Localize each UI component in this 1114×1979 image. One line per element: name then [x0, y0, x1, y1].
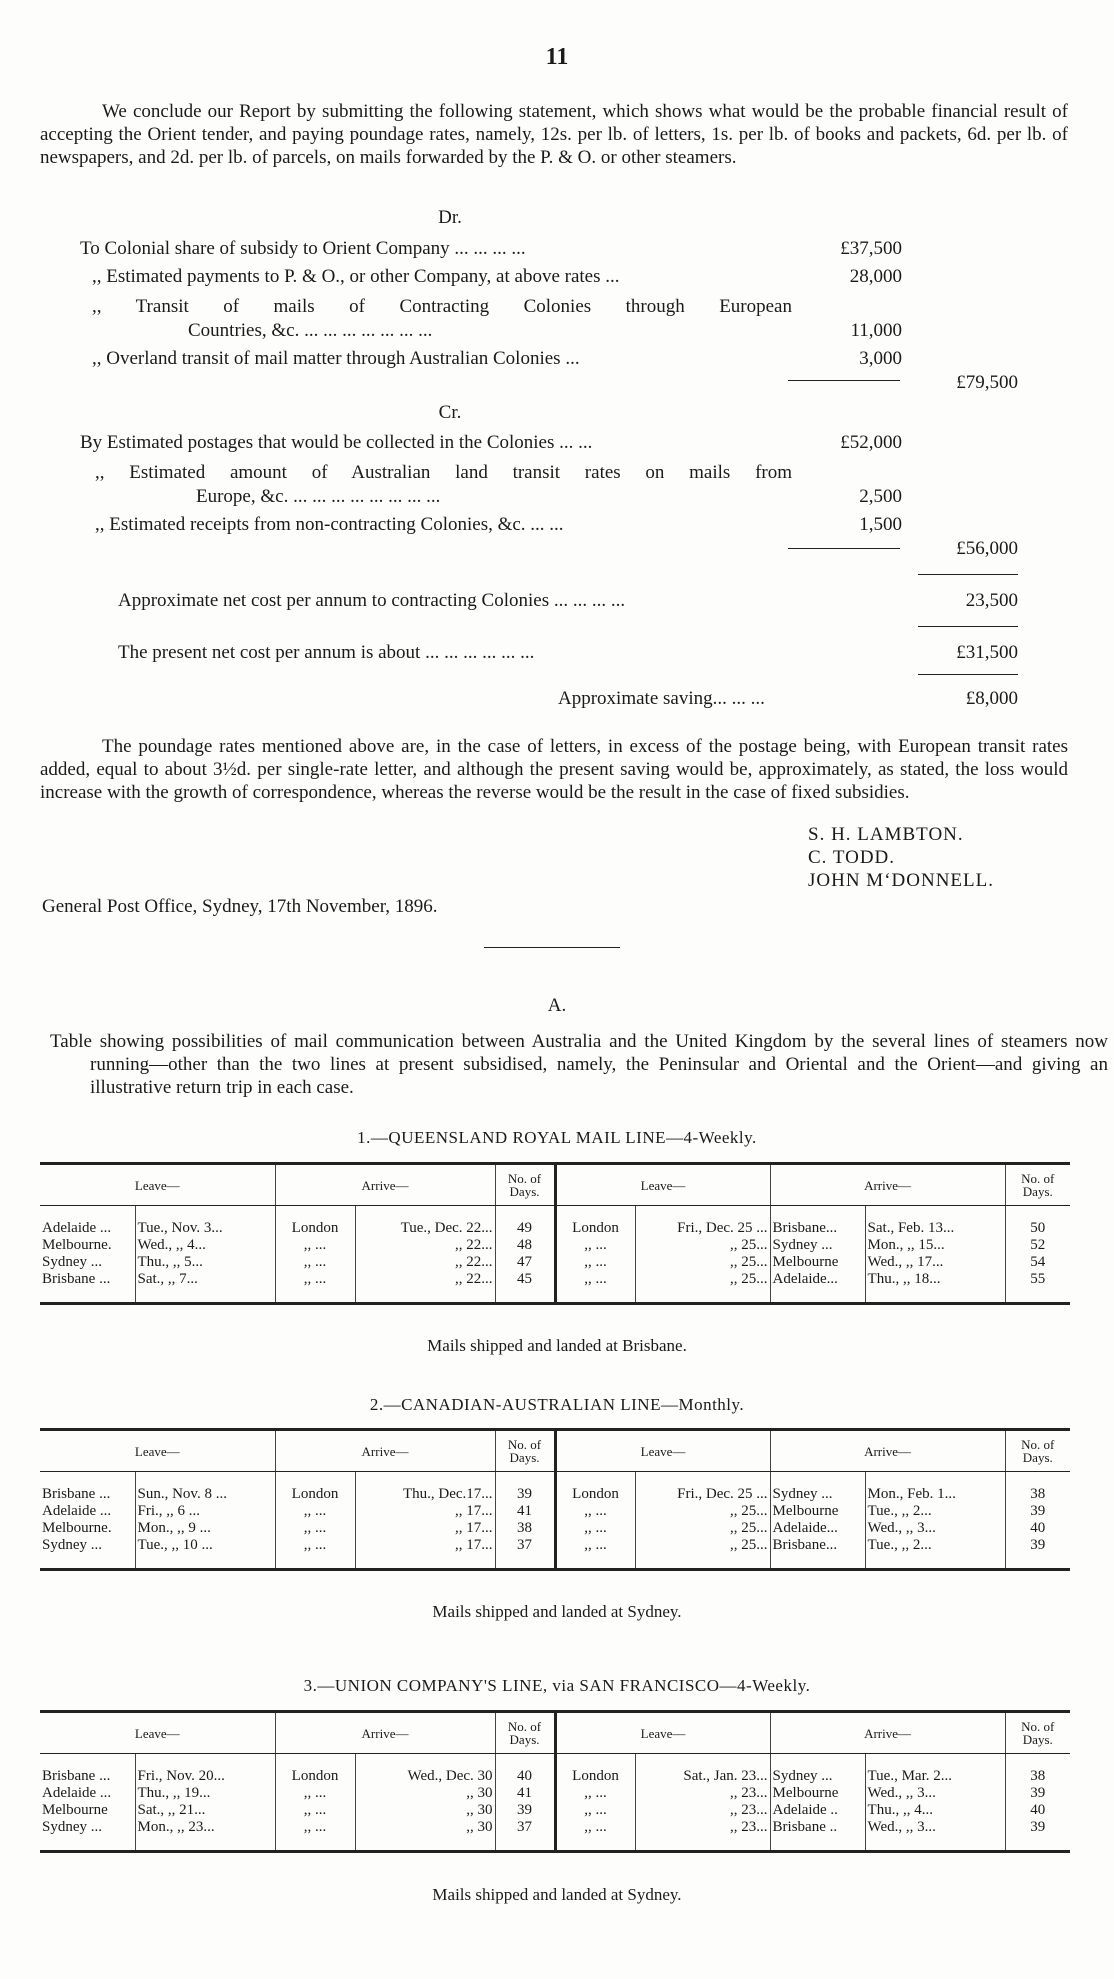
table-cell: ,, ... [275, 1520, 355, 1537]
summary-line: Approximate saving... ... ... [558, 688, 765, 709]
table-cell: London [275, 1220, 355, 1237]
header-arrive: Arrive— [275, 1164, 495, 1206]
table-cell: ,, ... [275, 1802, 355, 1819]
table-cell: ,, ... [555, 1785, 635, 1802]
header-days: No. of Days. [495, 1164, 555, 1206]
table-cell: Wed., ,, 3... [865, 1819, 1005, 1836]
table-cell: 37 [495, 1537, 555, 1554]
table-row [40, 1271, 1070, 1288]
header-arrive: Arrive— [275, 1430, 495, 1472]
credit-amount: £52,000 [840, 432, 902, 453]
mail-table-3 [40, 1710, 1070, 1853]
table-cell: Mon., Feb. 1... [865, 1486, 1005, 1503]
table-cell: Wed., ,, 3... [865, 1520, 1005, 1537]
table-cell: Adelaide... [770, 1520, 865, 1537]
debit-line: ,, Estimated payments to P. & O., or other Company, at above rates ... [92, 266, 620, 287]
table-cell: Melbourne [40, 1802, 135, 1819]
header-days: No. of Days. [1005, 1712, 1070, 1754]
table-cell: ,, 17... [355, 1520, 495, 1537]
table-cell: 47 [495, 1254, 555, 1271]
table-cell: Sat., ,, 7... [135, 1271, 275, 1288]
table-cell: Tue., ,, 10 ... [135, 1537, 275, 1554]
table-cell: Tue., Dec. 22... [355, 1220, 495, 1237]
table-cell: ,, 17... [355, 1503, 495, 1520]
credit-line: ,, Estimated receipts from non-contracting Colonies, &c. ... ... [95, 514, 564, 535]
table-row [40, 1768, 1070, 1785]
table-cell: ,, 30 [355, 1785, 495, 1802]
table-cell: Wed., Dec. 30 [355, 1768, 495, 1785]
header-leave: Leave— [40, 1164, 275, 1206]
signatory: JOHN M‘DONNELL. [808, 870, 994, 891]
table-cell: ,, ... [555, 1237, 635, 1254]
table-cell: Sun., Nov. 8 ... [135, 1486, 275, 1503]
table-title: 1.—QUEENSLAND ROYAL MAIL LINE—4-Weekly. [357, 1128, 757, 1147]
header-leave: Leave— [555, 1712, 770, 1754]
appendix-intro: Table showing possibilities of mail communication between Australia and the United Kingdom by the several lines of steamers now running—other than the two lines at present subsidised, namely, the Peninsular and Oriental and the Orient—and giving an illustrative return trip in each case. [50, 1031, 1108, 1098]
table-cell: Melbourne [770, 1503, 865, 1520]
table-cell: Tue., Nov. 3... [135, 1220, 275, 1237]
table-cell: Sat., ,, 21... [135, 1802, 275, 1819]
table-cell: Sydney ... [770, 1486, 865, 1503]
table-cell: ,, 17... [355, 1537, 495, 1554]
table-cell: ,, ... [555, 1537, 635, 1554]
table-cell: ,, ... [275, 1503, 355, 1520]
table-cell: Adelaide ... [40, 1220, 135, 1237]
table-cell: 39 [1030, 1819, 1046, 1835]
table-row [40, 1819, 1070, 1836]
header-leave: Leave— [555, 1164, 770, 1206]
table-caption: Mails shipped and landed at Sydney. [432, 1885, 682, 1904]
table-row [40, 1220, 1070, 1237]
table-cell: Sydney ... [770, 1768, 865, 1785]
table-cell: ,, ... [555, 1819, 635, 1836]
table-cell: Fri., Dec. 25 ... [635, 1220, 770, 1237]
header-days: No. of Days. [1005, 1164, 1070, 1206]
table-cell: Melbourne. [40, 1237, 135, 1254]
table-cell: Thu., ,, 5... [135, 1254, 275, 1271]
table-row [40, 1254, 1070, 1271]
header-arrive: Arrive— [275, 1712, 495, 1754]
table-cell: ,, 25... [635, 1503, 770, 1520]
table-cell: Tue., ,, 2... [865, 1537, 1005, 1554]
table-row [40, 1785, 1070, 1802]
table-cell: Fri., Nov. 20... [135, 1768, 275, 1785]
table-cell: Mon., ,, 15... [865, 1237, 1005, 1254]
debit-amount: 11,000 [850, 320, 902, 341]
summary-amount: 23,500 [965, 590, 1018, 611]
table-row [40, 1537, 1070, 1554]
total-rule [918, 574, 1018, 575]
table-cell: ,, ... [555, 1802, 635, 1819]
table-cell: 41 [495, 1503, 555, 1520]
table-cell: 39 [495, 1486, 555, 1503]
table-cell: ,, ... [275, 1537, 355, 1554]
table-cell: Melbourne [770, 1254, 865, 1271]
credit-total: £56,000 [956, 538, 1018, 559]
table-cell: London [555, 1768, 635, 1785]
page-number: 11 [545, 44, 569, 70]
table-cell: Wed., ,, 17... [865, 1254, 1005, 1271]
subtotal-rule [788, 548, 900, 549]
table-cell: 39 [1030, 1503, 1046, 1519]
table-cell: 40 [1030, 1802, 1046, 1818]
table-cell: Wed., ,, 3... [865, 1785, 1005, 1802]
table-cell: ,, 23... [635, 1802, 770, 1819]
table-cell: 39 [1030, 1537, 1046, 1553]
debit-total: £79,500 [956, 372, 1018, 393]
summary-amount: £8,000 [965, 688, 1018, 709]
table-title: 2.—CANADIAN-AUSTRALIAN LINE—Monthly. [369, 1395, 745, 1414]
credit-heading: Cr. [438, 402, 462, 423]
table-cell: 50 [1030, 1220, 1046, 1236]
debit-amount: £37,500 [840, 238, 902, 259]
table-cell: 49 [495, 1220, 555, 1237]
mail-table-1 [40, 1162, 1070, 1305]
table-cell: Adelaide ... [40, 1503, 135, 1520]
table-cell: ,, ... [275, 1271, 355, 1288]
table-cell: London [555, 1486, 635, 1503]
intro-paragraph: We conclude our Report by submitting the following statement, which shows what would be the probable financial result of accepting the Orient tender, and paying poundage rates, namely, 12s. per lb. of letters, 1s. per lb. of books and packets, 6d. per lb. of newspapers, and 2d. per lb. of parcels, on mails forwarded by the P. & O. or other steamers. [40, 101, 1068, 168]
table-cell: 38 [1030, 1768, 1046, 1784]
table-cell: 39 [495, 1802, 555, 1819]
credit-line: ,, Estimated amount of Australian land transit rates on mails from [95, 462, 792, 483]
table-cell: ,, 22... [355, 1254, 495, 1271]
table-cell: 38 [1030, 1486, 1046, 1502]
table-cell: 38 [495, 1520, 555, 1537]
place-date: General Post Office, Sydney, 17th November, 1896. [42, 896, 438, 917]
table-cell: Thu., ,, 18... [865, 1271, 1005, 1288]
table-cell: London [555, 1220, 635, 1237]
summary-line: Approximate net cost per annum to contracting Colonies ... ... ... ... [118, 590, 626, 611]
table-cell: Mon., ,, 9 ... [135, 1520, 275, 1537]
table-cell: ,, ... [275, 1254, 355, 1271]
table-row [40, 1802, 1070, 1819]
header-leave: Leave— [40, 1430, 275, 1472]
debit-line: ,, Overland transit of mail matter through Australian Colonies ... [92, 348, 580, 369]
table-cell: Brisbane... [770, 1220, 865, 1237]
table-cell: ,, 23... [635, 1819, 770, 1836]
mail-table-2 [40, 1428, 1070, 1571]
table-cell: 39 [1030, 1785, 1046, 1801]
table-cell: ,, 30 [355, 1819, 495, 1836]
table-cell: ,, 25... [635, 1271, 770, 1288]
table-cell: London [275, 1768, 355, 1785]
table-cell: 45 [495, 1271, 555, 1288]
table-cell: Thu., ,, 4... [865, 1802, 1005, 1819]
credit-line: By Estimated postages that would be collected in the Colonies ... ... [80, 432, 593, 453]
table-caption: Mails shipped and landed at Brisbane. [427, 1336, 687, 1355]
table-cell: Fri., ,, 6 ... [135, 1503, 275, 1520]
table-cell: ,, 23... [635, 1785, 770, 1802]
table-cell: ,, ... [275, 1237, 355, 1254]
table-cell: Melbourne [770, 1785, 865, 1802]
table-cell: ,, ... [555, 1271, 635, 1288]
table-cell: Brisbane ... [40, 1486, 135, 1503]
table-cell: Sat., Feb. 13... [865, 1220, 1005, 1237]
debit-line: Countries, &c. ... ... ... ... ... ... ... [188, 320, 433, 341]
table-cell: ,, 30 [355, 1802, 495, 1819]
total-rule [918, 626, 1018, 627]
table-cell: Brisbane .. [770, 1819, 865, 1836]
table-cell: Melbourne. [40, 1520, 135, 1537]
table-cell: ,, ... [555, 1520, 635, 1537]
table-cell: Sydney ... [40, 1537, 135, 1554]
debit-line: ,, Transit of mails of Contracting Colonies through European [92, 296, 792, 317]
table-title: 3.—UNION COMPANY'S LINE, via SAN FRANCISCO—4-Weekly. [303, 1676, 811, 1695]
table-cell: 37 [495, 1819, 555, 1836]
table-cell: ,, 22... [355, 1271, 495, 1288]
header-arrive: Arrive— [770, 1164, 1005, 1206]
table-cell: 41 [495, 1785, 555, 1802]
table-row [40, 1503, 1070, 1520]
table-cell: ,, ... [275, 1819, 355, 1836]
table-cell: Thu., Dec.17... [355, 1486, 495, 1503]
table-cell: 48 [495, 1237, 555, 1254]
table-cell: Sydney ... [770, 1237, 865, 1254]
table-cell: Tue., ,, 2... [865, 1503, 1005, 1520]
header-days: No. of Days. [495, 1430, 555, 1472]
credit-amount: 2,500 [859, 486, 902, 507]
table-cell: Sat., Jan. 23... [635, 1768, 770, 1785]
table-cell: ,, ... [275, 1785, 355, 1802]
table-cell: Tue., Mar. 2... [865, 1768, 1005, 1785]
header-leave: Leave— [555, 1430, 770, 1472]
table-cell: 52 [1030, 1237, 1046, 1253]
debit-amount: 3,000 [859, 348, 902, 369]
table-cell: Adelaide... [770, 1271, 865, 1288]
total-rule [918, 674, 1018, 675]
table-cell: Wed., ,, 4... [135, 1237, 275, 1254]
table-row [40, 1486, 1070, 1503]
table-cell: Thu., ,, 19... [135, 1785, 275, 1802]
header-arrive: Arrive— [770, 1712, 1005, 1754]
appendix-letter: A. [547, 995, 567, 1016]
table-cell: Fri., Dec. 25 ... [635, 1486, 770, 1503]
table-cell: London [275, 1486, 355, 1503]
table-cell: ,, ... [555, 1254, 635, 1271]
table-cell: Mon., ,, 23... [135, 1819, 275, 1836]
table-row [40, 1237, 1070, 1254]
signatory: S. H. LAMBTON. [808, 824, 964, 845]
table-cell: Brisbane... [770, 1537, 865, 1554]
debit-amount: 28,000 [849, 266, 902, 287]
signatory: C. TODD. [808, 847, 896, 868]
table-cell: 40 [1030, 1520, 1046, 1536]
table-cell: Sydney ... [40, 1254, 135, 1271]
summary-line: The present net cost per annum is about ... ... ... ... ... ... [118, 642, 535, 663]
closing-paragraph: The poundage rates mentioned above are, in the case of letters, in excess of the postage being, with European transit rates added, equal to about 3½d. per single-rate letter, and although the present saving would be, approximately, as stated, the loss would increase with the growth of correspondence, whereas the reverse would be the result in the case of fixed subsidies. [40, 736, 1068, 803]
header-arrive: Arrive— [770, 1430, 1005, 1472]
summary-amount: £31,500 [956, 642, 1018, 663]
table-cell: ,, 25... [635, 1537, 770, 1554]
table-caption: Mails shipped and landed at Sydney. [432, 1602, 682, 1621]
table-cell: Brisbane ... [40, 1271, 135, 1288]
header-leave: Leave— [40, 1712, 275, 1754]
table-cell: ,, 25... [635, 1237, 770, 1254]
table-cell: 55 [1030, 1271, 1046, 1287]
table-cell: 54 [1030, 1254, 1046, 1270]
header-days: No. of Days. [1005, 1430, 1070, 1472]
table-cell: ,, 22... [355, 1237, 495, 1254]
table-cell: ,, 25... [635, 1520, 770, 1537]
table-cell: 40 [495, 1768, 555, 1785]
table-cell: ,, ... [555, 1503, 635, 1520]
section-divider [484, 947, 620, 948]
table-cell: Brisbane ... [40, 1768, 135, 1785]
table-cell: Adelaide .. [770, 1802, 865, 1819]
table-cell: Sydney ... [40, 1819, 135, 1836]
credit-line: Europe, &c. ... ... ... ... ... ... ... ... [196, 486, 441, 507]
header-days: No. of Days. [495, 1712, 555, 1754]
credit-amount: 1,500 [859, 514, 902, 535]
debit-heading: Dr. [438, 207, 462, 228]
table-row [40, 1520, 1070, 1537]
debit-line: To Colonial share of subsidy to Orient Company ... ... ... ... [80, 238, 526, 259]
subtotal-rule [788, 380, 900, 381]
table-cell: Adelaide ... [40, 1785, 135, 1802]
table-cell: ,, 25... [635, 1254, 770, 1271]
